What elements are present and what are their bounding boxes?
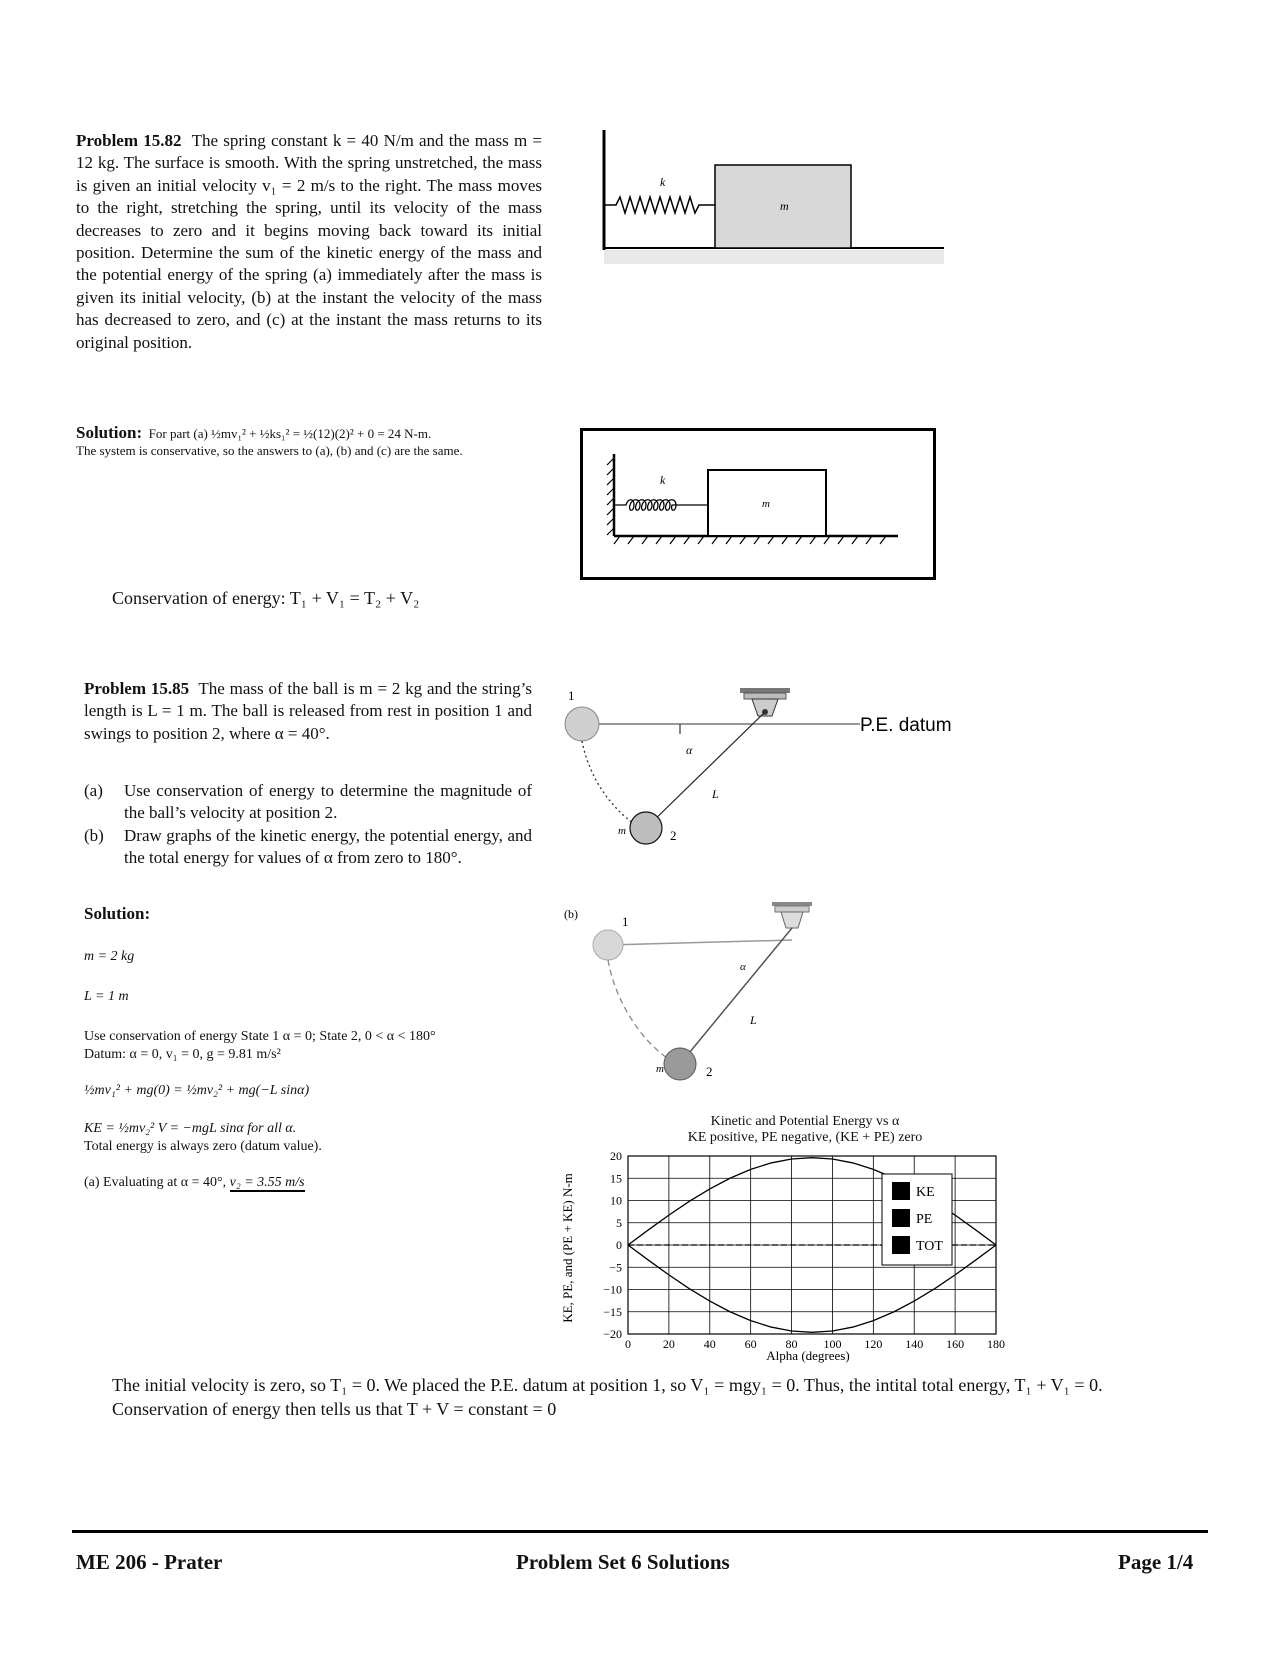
length-label-b: L — [750, 1013, 757, 1027]
y-tick-label: 15 — [610, 1171, 622, 1186]
energy-chart-titles — [620, 1114, 990, 1146]
legend-label-ke: KE — [916, 1185, 935, 1200]
y-tick-label: 0 — [616, 1238, 622, 1252]
chart-subtitle: KE positive, PE negative, (KE + PE) zero — [687, 1130, 923, 1145]
states-line: Use conservation of energy State 1 α = 0; State 2, 0 < α < 180° — [84, 1029, 436, 1044]
spring-k-label-2: k — [660, 473, 666, 487]
footer-right: Page 1/4 — [1118, 1550, 1194, 1574]
problem-15-85-text — [84, 678, 532, 745]
problem-15-85-parts — [84, 780, 532, 870]
x-axis-label: Alpha (degrees) — [766, 1348, 850, 1363]
footer-rule — [72, 1530, 1208, 1533]
y-tick-label: −10 — [603, 1282, 622, 1297]
solution-text: The system is conservative, so the answers to (a), (b) and (c) are the same. — [76, 443, 463, 458]
mass-m-label: m — [780, 199, 789, 213]
legend-swatch-pe — [892, 1209, 910, 1227]
mass-label: m — [618, 825, 626, 837]
length-value: L = 1 m — [84, 989, 129, 1004]
footer-center: Problem Set 6 Solutions — [516, 1550, 730, 1574]
spring-mass-figure-2 — [580, 428, 936, 580]
part-a-label: (a) — [84, 781, 103, 800]
x-tick-label: 180 — [987, 1337, 1005, 1351]
solution-label: Solution: — [76, 423, 143, 442]
position-1-label-b: 1 — [622, 914, 629, 929]
position-1-label: 1 — [568, 688, 575, 703]
legend-label-pe: PE — [916, 1212, 933, 1227]
x-tick-label: 140 — [905, 1337, 924, 1351]
problem-statement: The spring constant k = 40 N/m and the mass m = 12 kg. The surface is smooth. With the spring unstretched, the mass is given an initial velocity v₁ = 2 m/s to the right. The mass moves to the right, stretching the spring, until its velocity of the mass decreases to zero and it begins moving back toward its initial position. Determine the sum of the kinetic energy of the mass and the potential energy of the spring (a) immediately after the mass is given its initial velocity, (b) at the instant the velocity of the mass has decreased to zero, and (c) at the instant the mass returns to its original position. — [76, 131, 542, 352]
alpha-label-b: α — [740, 961, 746, 973]
legend-swatch-tot — [892, 1236, 910, 1254]
chart-legend — [882, 1174, 952, 1265]
evaluation-prefix: (a) Evaluating at α = 40°, — [84, 1175, 227, 1190]
pe-datum-label: P.E. datum — [860, 715, 952, 736]
mass-value: m = 2 kg — [84, 949, 135, 964]
problem-statement-2: The mass of the ball is m = 2 kg and the string’s length is L = 1 m. The ball is released from rest in position 1 and swings to position 2, where α = 40°. — [84, 679, 532, 743]
spring-k-label: k — [660, 175, 666, 189]
length-label: L — [712, 787, 719, 801]
pendulum-figure-1 — [560, 682, 980, 874]
energy-chart — [560, 1148, 1020, 1368]
ke-v-line: KE = ½mv₂² V = −mgL sinα for all α. — [84, 1121, 297, 1136]
energy-equation: ½mv₁² + mg(0) = ½mv₂² + mg(−L sinα) — [84, 1083, 310, 1098]
problem-label: Problem 15.82 — [76, 131, 182, 150]
part-b — [84, 825, 532, 870]
x-tick-label: 160 — [946, 1337, 965, 1351]
position-2-label-b: 2 — [706, 1064, 713, 1079]
footer-left: ME 206 - Prater — [76, 1550, 223, 1574]
alpha-label: α — [686, 743, 693, 757]
x-tick-label: 60 — [744, 1337, 757, 1351]
x-tick-label: 80 — [785, 1337, 798, 1351]
chart-title: Kinetic and Potential Energy vs α — [710, 1114, 900, 1129]
y-tick-label: 10 — [610, 1193, 622, 1208]
x-tick-label: 0 — [625, 1337, 631, 1351]
legend-swatch-ke — [892, 1182, 910, 1200]
y-axis-label: KE, PE, and (PE + KE) N-m — [560, 1173, 575, 1323]
solution-15-82 — [76, 424, 542, 459]
legend-label-tot: TOT — [916, 1239, 943, 1254]
velocity-result: v₂ = 3.55 m/s — [229, 1175, 305, 1190]
x-tick-label: 40 — [703, 1337, 716, 1351]
solution-equation: ½mv₁² + ½ks₁² = ½(12)(2)² + 0 = 24 N-m. — [211, 426, 432, 441]
y-tick-label: 5 — [616, 1215, 622, 1230]
part-a-text: Use conservation of energy to determine the magnitude of the ball’s velocity at position 2. — [124, 781, 532, 823]
solution-15-85 — [84, 904, 544, 1192]
pendulum-figure-2 — [560, 900, 820, 1100]
mass-label-b: m — [656, 1063, 664, 1075]
part-b-text: Draw graphs of the kinetic energy, the potential energy, and the total energy for values of α from zero to 180°. — [124, 825, 532, 868]
y-tick-label: −5 — [609, 1260, 622, 1275]
y-tick-label: 20 — [610, 1149, 622, 1163]
problem-label-2: Problem 15.85 — [84, 679, 190, 698]
position-2-label: 2 — [670, 828, 677, 843]
solution-label-2: Solution: — [84, 904, 151, 923]
spring-mass-figure-1 — [594, 130, 954, 270]
conservation-equation: Conservation of energy: T₁ + V₁ = T₂ + V₂ — [112, 588, 420, 608]
problem-15-82-text — [76, 130, 542, 354]
x-tick-label: 20 — [662, 1337, 675, 1351]
y-tick-label: −15 — [603, 1304, 622, 1319]
datum-line: Datum: α = 0, v₁ = 0, g = 9.81 m/s² — [84, 1047, 281, 1062]
y-tick-label: −20 — [603, 1327, 622, 1341]
part-b-label: (b) — [84, 825, 104, 845]
solution-intro: For part (a) — [148, 426, 208, 441]
part-a — [84, 780, 532, 825]
total-energy-line: Total energy is always zero (datum value). — [84, 1139, 322, 1154]
energy-note: The initial velocity is zero, so T₁ = 0. We placed the P.E. datum at position 1, so V₁ = mgy₁ = 0. Thus, the intital total energy, T₁ + V₁ = 0. Conservation of energy then tells us that T + V = constant = 0 — [112, 1375, 1103, 1419]
figure-b-tag: (b) — [564, 907, 578, 921]
x-tick-label: 120 — [864, 1337, 883, 1351]
x-tick-label: 100 — [823, 1337, 842, 1351]
evaluation-line — [84, 1174, 544, 1192]
mass-m-label-2: m — [762, 498, 770, 510]
y-tick-labels — [603, 1149, 622, 1341]
